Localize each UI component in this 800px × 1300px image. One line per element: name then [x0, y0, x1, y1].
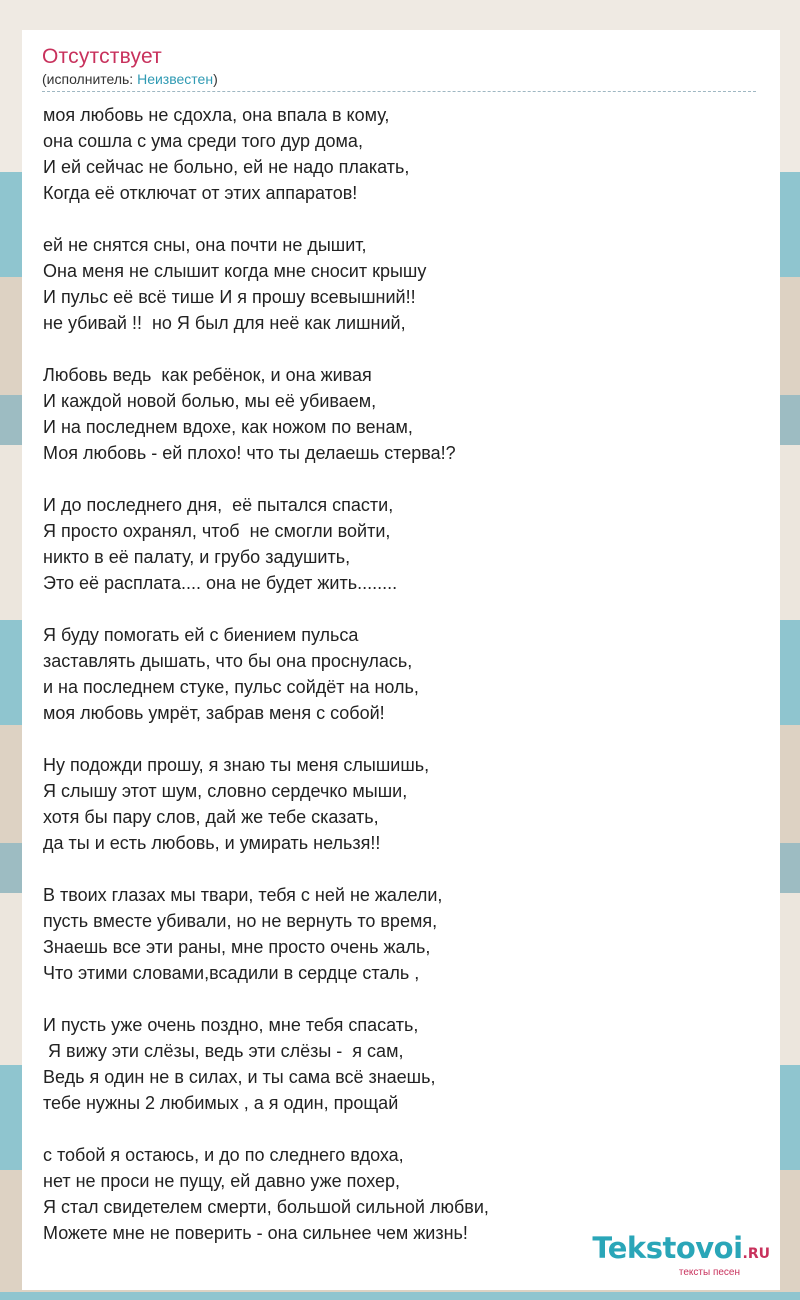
lyrics-line: Когда её отключат от этих аппаратов!: [43, 183, 358, 203]
lyrics-line: не убивай !! но Я был для неё как лишний,: [43, 313, 406, 333]
site-logo[interactable]: [592, 1232, 770, 1278]
lyrics-line: И ей сейчас не больно, ей не надо плакать,: [43, 157, 410, 177]
artist-line: [42, 70, 756, 88]
lyrics-line: И пульс её всё тише И я прошу всевышний!!: [43, 287, 416, 307]
lyrics-line: и на последнем стуке, пульс сойдёт на ноль,: [43, 677, 419, 697]
lyrics-line: Ну подожди прошу, я знаю ты меня слышишь,: [43, 755, 430, 775]
lyrics-line: И каждой новой болью, мы её убиваем,: [43, 391, 377, 411]
lyrics-body: [43, 102, 763, 1272]
lyrics-stanza: [43, 752, 763, 856]
lyrics-stanza: [43, 232, 763, 336]
artist-link[interactable]: Неизвестен: [137, 71, 214, 87]
lyrics-line: И пусть уже очень поздно, мне тебя спасать,: [43, 1015, 419, 1035]
lyrics-line: да ты и есть любовь, и умирать нельзя!!: [43, 833, 381, 853]
lyrics-line: с тобой я остаюсь, и до по следнего вдоха,: [43, 1145, 404, 1165]
song-title: Отсутствует: [42, 45, 162, 68]
lyrics-line: Я вижу эти слёзы, ведь эти слёзы - я сам,: [43, 1041, 404, 1061]
lyrics-line: Я буду помогать ей с биением пульса: [43, 625, 359, 645]
lyrics-panel: [22, 30, 780, 1290]
lyrics-line: Моя любовь - ей плохо! что ты делаешь стерва!?: [43, 443, 456, 463]
lyrics-stanza: [43, 1012, 763, 1116]
logo-tld: .RU: [742, 1246, 770, 1262]
lyrics-line: Я просто охранял, чтоб не смогли войти,: [43, 521, 391, 541]
lyrics-line: Ведь я один не в силах, и ты сама всё знаешь,: [43, 1067, 436, 1087]
lyrics-line: Я стал свидетелем смерти, большой сильной любви,: [43, 1197, 489, 1217]
lyrics-line: Я слышу этот шум, словно сердечко мыши,: [43, 781, 408, 801]
lyrics-line: Можете мне не поверить - она сильнее чем жизнь!: [43, 1223, 468, 1243]
lyrics-line: тебе нужны 2 любимых , а я один, прощай: [43, 1093, 399, 1113]
lyrics-line: ей не снятся сны, она почти не дышит,: [43, 235, 367, 255]
lyrics-line: Знаешь все эти раны, мне просто очень жаль,: [43, 937, 431, 957]
bottom-bar: [0, 1292, 800, 1300]
artist-suffix: ): [213, 71, 218, 87]
lyrics-line: Любовь ведь как ребёнок, и она живая: [43, 365, 372, 385]
lyrics-line: моя любовь умрёт, забрав меня с собой!: [43, 703, 385, 723]
lyrics-stanza: [43, 492, 763, 596]
lyrics-line: Это её расплата.... она не будет жить........: [43, 573, 398, 593]
lyrics-stanza: [43, 362, 763, 466]
logo-name: Tekstovoi: [592, 1231, 743, 1265]
artist-prefix: (исполнитель:: [42, 71, 138, 87]
lyrics-stanza: [43, 102, 763, 206]
lyrics-stanza: [43, 622, 763, 726]
lyrics-line: моя любовь не сдохла, она впала в кому,: [43, 105, 390, 125]
lyrics-line: нет не проси не пущу, ей давно уже похер,: [43, 1171, 401, 1191]
lyrics-line: заставлять дышать, что бы она проснулась,: [43, 651, 413, 671]
lyrics-line: пусть вместе убивали, но не вернуть то время,: [43, 911, 438, 931]
lyrics-stanza: [43, 882, 763, 986]
logo-tagline: тексты песен: [678, 1267, 740, 1278]
lyrics-line: она сошла с ума среди того дур дома,: [43, 131, 363, 151]
lyrics-line: И до последнего дня, её пытался спасти,: [43, 495, 394, 515]
lyrics-line: Что этими словами,всадили в сердце сталь ,: [43, 963, 420, 983]
lyrics-line: никто в её палату, и грубо задушить,: [43, 547, 351, 567]
lyrics-line: хотя бы пару слов, дай же тебе сказать,: [43, 807, 379, 827]
lyrics-line: И на последнем вдохе, как ножом по венам,: [43, 417, 413, 437]
lyrics-line: В твоих глазах мы твари, тебя с ней не жалели,: [43, 885, 443, 905]
song-header: [42, 44, 756, 92]
lyrics-line: Она меня не слышит когда мне сносит крышу: [43, 261, 427, 281]
logo-wordmark: [592, 1232, 770, 1270]
